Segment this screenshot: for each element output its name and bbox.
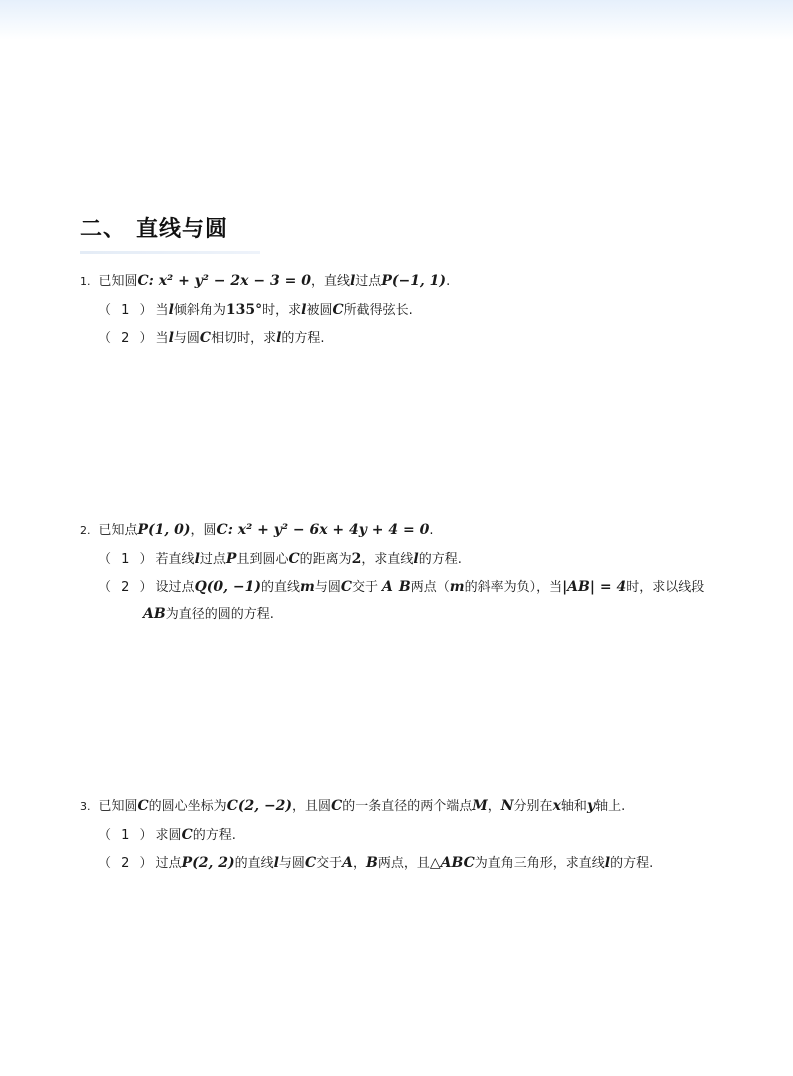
section-number: 二、: [80, 217, 127, 242]
problem-number: 3.: [80, 800, 91, 813]
problem-2-part-1: （ 1 ）若直线l过点P且到圆心C的距离为2，求直线l的方程.: [98, 551, 462, 567]
header-band: [0, 0, 793, 40]
problem-number: 2.: [80, 524, 91, 537]
problem-1-stem: 1. 已知圆C: x² + y² − 2x − 3 = 0，直线l过点P(−1, 1).: [80, 273, 451, 289]
problem-2-stem: 2. 已知点P(1, 0)，圆C: x² + y² − 6x + 4y + 4 = 0.: [80, 522, 434, 538]
section-title-text: 直线与圆: [136, 217, 229, 242]
part-label: （ 2 ）: [98, 856, 156, 871]
part-label: （ 2 ）: [98, 580, 156, 595]
point: P(2, 2): [181, 855, 235, 871]
problem-2-part-2: （ 2 ）设过点Q(0, −1)的直线m与圆C交于 A B两点（m的斜率为负），当|AB| = 4时，求以线段: [98, 579, 705, 595]
part-label: （ 1 ）: [98, 552, 156, 567]
problem-1-part-2: （ 2 ）当l与圆C相切时，求l的方程.: [98, 330, 325, 346]
part-label: （ 1 ）: [98, 828, 156, 843]
problem-3-part-1: （ 1 ）求圆C的方程.: [98, 827, 236, 843]
circle-equation: : x² + y² − 6x + 4y + 4 = 0: [227, 522, 430, 538]
circle-equation: : x² + y² − 2x − 3 = 0: [148, 273, 311, 289]
point: P(−1, 1): [381, 273, 447, 289]
problem-3-stem: 3. 已知圆C的圆心坐标为C(2, −2)，且圆C的一条直径的两个端点M，N分别在x轴和y轴上.: [80, 798, 626, 814]
problem-2-part-2-continued: AB为直径的圆的方程.: [143, 606, 274, 622]
problem-number: 1.: [80, 275, 91, 288]
part-label: （ 1 ）: [98, 303, 156, 318]
title-underline: [80, 251, 260, 254]
problem-1-part-1: （ 1 ）当l倾斜角为135°时，求l被圆C所截得弦长.: [98, 302, 413, 318]
section-title: [80, 212, 228, 243]
part-label: （ 2 ）: [98, 331, 156, 346]
problem-3-part-2: （ 2 ）过点P(2, 2)的直线l与圆C交于A，B两点，且△ABC为直角三角形，求直线l的方程.: [98, 855, 654, 871]
point: P(1, 0): [137, 522, 191, 538]
point: Q(0, −1): [194, 579, 261, 595]
